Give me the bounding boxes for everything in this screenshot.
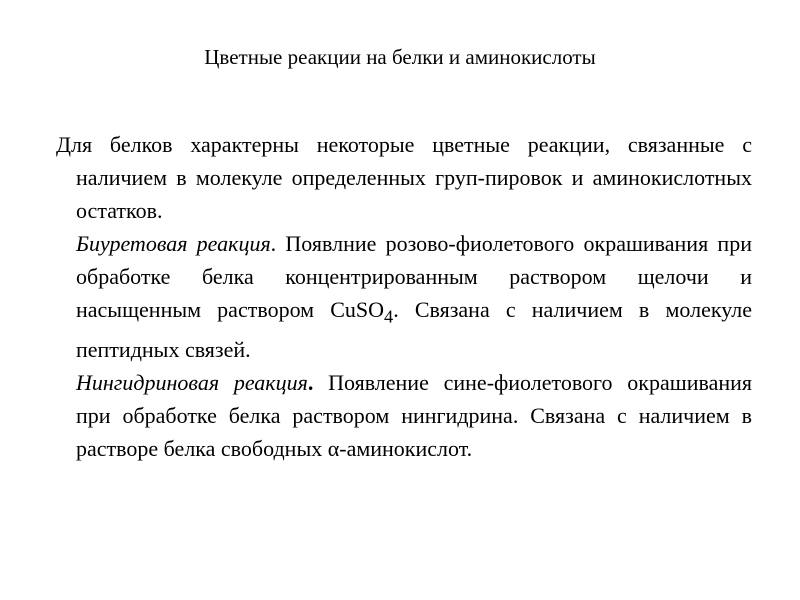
slide-body: [56, 128, 752, 465]
paragraph-biuret: [56, 227, 752, 366]
ninhydrin-term-punct: .: [307, 370, 314, 396]
biuret-description: . Появлние розово-фиолетового окрашивания при обработке белка концентрированным раствором щелочи и насыщенным раствором CuSO: [76, 231, 752, 322]
slide-title: Цветные реакции на белки и аминокислоты: [204, 45, 596, 69]
biuret-subscript: 4: [384, 306, 394, 327]
biuret-term: Биуретовая реакция: [76, 231, 271, 256]
paragraph-intro: [56, 128, 752, 227]
paragraph-ninhydrin: [56, 366, 752, 465]
ninhydrin-term: Нингидриновая реакция: [76, 370, 308, 396]
ninhydrin-description: Появление сине-фиолетового окрашивания при обработке белка раствором нингидрина. Связана с наличием в растворе белка свободных α-аминокислот.: [76, 370, 753, 462]
paragraph-intro-text: Для белков характерны некоторые цветные реакции, связанные с наличием в молекуле определенных груп-пировок и аминокислотных остатков.: [56, 132, 752, 223]
biuret-tail: . Связана с наличием в молекуле пептидных связей.: [76, 297, 752, 363]
